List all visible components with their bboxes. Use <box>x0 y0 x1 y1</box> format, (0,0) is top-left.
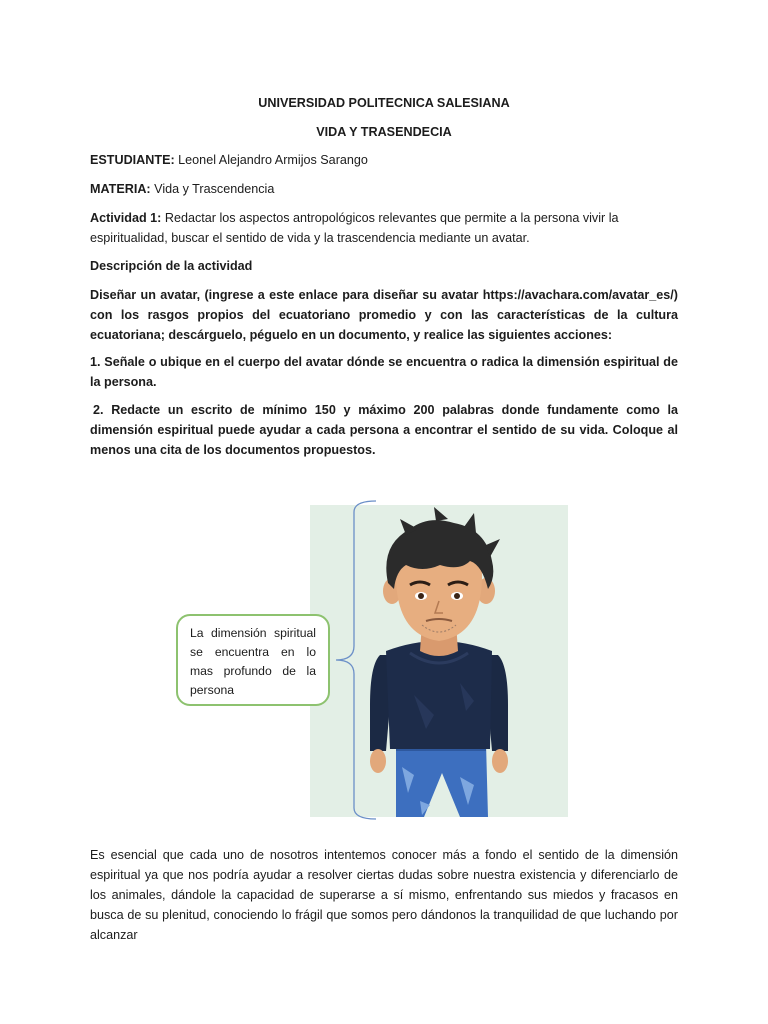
activity-text: Redactar los aspectos antropológicos relevantes que permite a la persona vivir la espiritualidad, buscar el sentido de vida y la trascendencia mediante un avatar. <box>90 211 619 245</box>
student-name: Leonel Alejandro Armijos Sarango <box>178 153 368 167</box>
student-line <box>90 150 678 170</box>
activity-paragraph <box>90 208 678 248</box>
brace-connector <box>330 498 380 822</box>
step-one: 1. Señale o ubique en el cuerpo del avatar dónde se encuentra o radica la dimensión espiritual de la persona. <box>90 355 678 389</box>
subject-label: MATERIA: <box>90 182 151 196</box>
subject-name: Vida y Trascendencia <box>154 182 275 196</box>
course-title: VIDA Y TRASENDECIA <box>316 125 452 139</box>
essay-paragraph: Es esencial que cada uno de nosotros intentemos conocer más a fondo el sentido de la dimensión espiritual ya que nos podría ayudar a resolver ciertas dudas sobre nuestra existencia y diferenciarlo de los animales, dándole la capacidad de superarse a sí mismo, enfrentando sus miedos y fracasos en busca de su plenitud, conociendo lo frágil que somos pero dándonos la tranquilidad de que luchando por alcanzar <box>90 848 678 942</box>
student-label: ESTUDIANTE: <box>90 153 175 167</box>
instructions-paragraph: Diseñar un avatar, (ingrese a este enlace para diseñar su avatar https://avachara.com/avatar_es/) con los rasgos propios del ecuatoriano promedio y con las características de la cultura ecuatoriana; descárguelo, péguelo en un documento, y realice las siguientes acciones: <box>90 288 678 342</box>
spiritual-dimension-callout: La dimensión spiritual se encuentra en lo mas profundo de la persona <box>176 614 330 706</box>
university-title: UNIVERSIDAD POLITECNICA SALESIANA <box>258 96 510 110</box>
activity-label: Actividad 1: <box>90 211 162 225</box>
description-heading: Descripción de la actividad <box>90 259 253 273</box>
step-two: 2. Redacte un escrito de mínimo 150 y máximo 200 palabras donde fundamente como la dimensión espiritual puede ayudar a cada persona a encontrar el sentido de su vida. Coloque al menos una cita de los documentos propuestos. <box>90 403 678 457</box>
subject-line <box>90 179 678 199</box>
